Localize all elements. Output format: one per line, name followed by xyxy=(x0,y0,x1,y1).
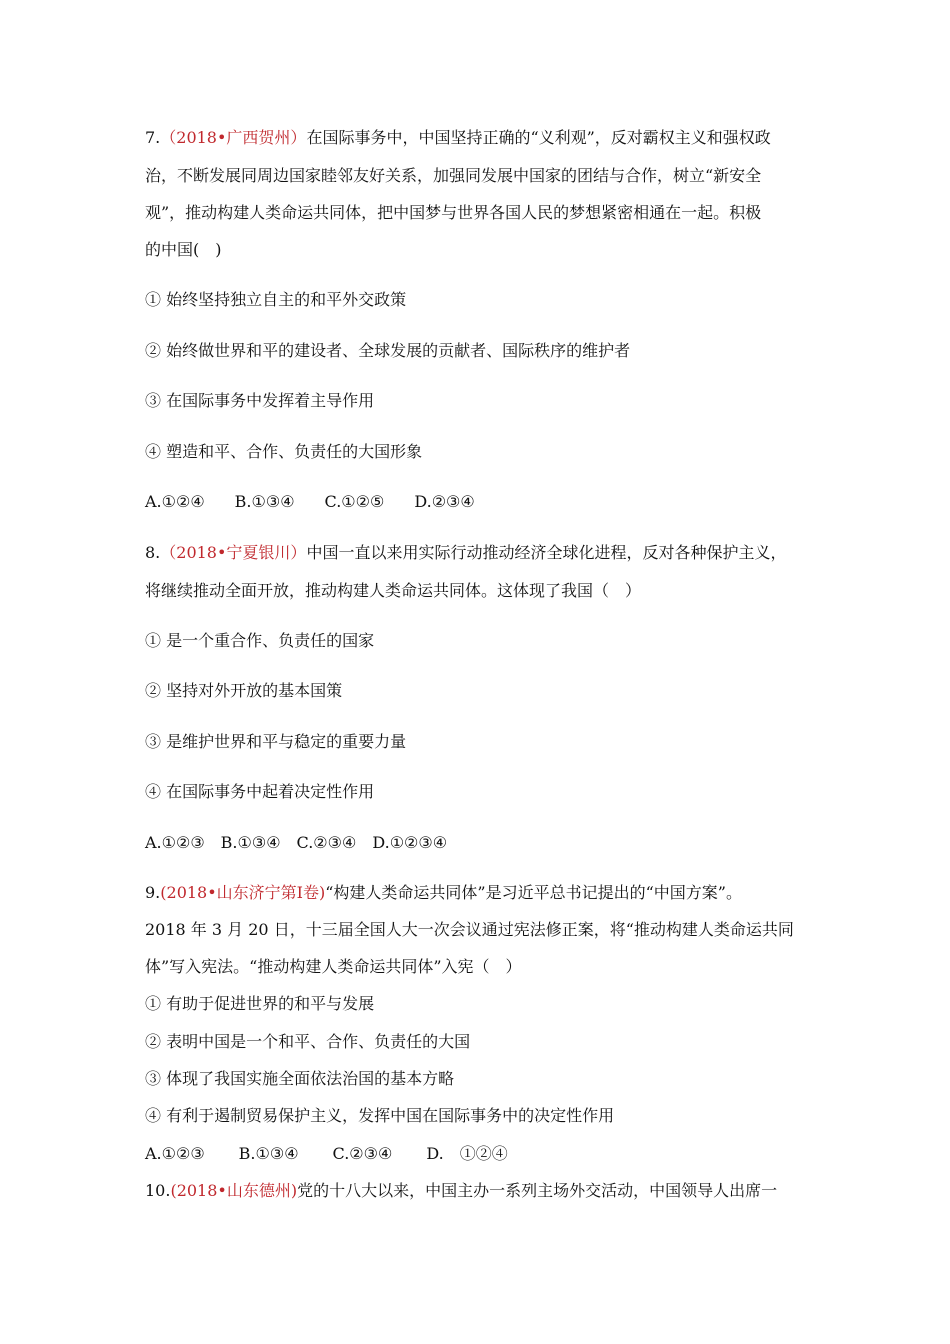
question-7-stem-line-3: 观”，推动构建人类命运共同体，把中国梦与世界各国人民的梦想紧密相通在一起。积极 xyxy=(145,203,762,222)
question-stem-text: 中国一直以来用实际行动推动经济全球化进程，反对各种保护主义， xyxy=(306,543,787,562)
question-stem-text: 在国际事务中，中国坚持正确的“义利观”，反对霸权主义和强权政 xyxy=(306,128,771,147)
option-c: C.①②⑤ xyxy=(324,492,385,511)
question-9-options xyxy=(145,1143,508,1165)
option-d: D.②③④ xyxy=(414,492,475,511)
question-8-statement-1: ① 是一个重合作、负责任的国家 xyxy=(145,631,375,650)
question-source: (2018•山东济宁第Ⅰ卷) xyxy=(160,883,326,902)
question-9-statement-4: ④ 有利于遏制贸易保护主义，发挥中国在国际事务中的决定性作用 xyxy=(145,1106,615,1125)
option-c: C.②③④ xyxy=(296,833,357,852)
question-7-stem-line-1 xyxy=(145,127,771,149)
question-source: （2018•宁夏银川） xyxy=(160,543,307,562)
question-source: (2018•山东德州) xyxy=(170,1181,298,1200)
option-d: D. ①②④ xyxy=(426,1144,508,1163)
question-stem-text: “构建人类命运共同体”是习近平总书记提出的“中国方案”。 xyxy=(325,883,742,902)
option-b: B.①③④ xyxy=(234,492,295,511)
question-7-stem-line-2: 治，不断发展同周边国家睦邻友好关系，加强同发展中国家的团结与合作，树立“新安全 xyxy=(145,166,762,185)
question-8-statement-4: ④ 在国际事务中起着决定性作用 xyxy=(145,782,375,801)
question-10-stem-line-1 xyxy=(145,1180,777,1202)
question-9-stem-line-2: 2018 年 3 月 20 日，十三届全国人大一次会议通过宪法修正案，将“推动构建人类命运共同 xyxy=(145,920,794,939)
question-source: （2018•广西贺州） xyxy=(160,128,307,147)
option-b: B.①③④ xyxy=(220,833,281,852)
option-c: C.②③④ xyxy=(332,1144,393,1163)
question-7-options xyxy=(145,491,475,513)
question-7-statement-1: ① 始终坚持独立自主的和平外交政策 xyxy=(145,290,407,309)
question-9-statement-3: ③ 体现了我国实施全面依法治国的基本方略 xyxy=(145,1069,455,1088)
question-8-stem-line-1 xyxy=(145,542,786,564)
question-8-options xyxy=(145,832,447,854)
question-7-statement-3: ③ 在国际事务中发挥着主导作用 xyxy=(145,391,375,410)
question-stem-text: 党的十八大以来，中国主办一系列主场外交活动，中国领导人出席一 xyxy=(297,1181,778,1200)
question-9-stem-line-1 xyxy=(145,882,742,904)
question-7-stem-line-4: 的中国( ) xyxy=(145,240,222,259)
question-9-stem-line-3: 体”写入宪法。“推动构建人类命运共同体”入宪（ ） xyxy=(145,957,522,976)
question-9-statement-1: ① 有助于促进世界的和平与发展 xyxy=(145,994,375,1013)
question-8-stem-line-2: 将继续推动全面开放，推动构建人类命运共同体。这体现了我国（ ） xyxy=(145,581,642,600)
question-8-statement-3: ③ 是维护世界和平与稳定的重要力量 xyxy=(145,732,407,751)
option-d: D.①②③④ xyxy=(372,833,448,852)
option-a: A.①②④ xyxy=(145,492,205,511)
question-7-statement-4: ④ 塑造和平、合作、负责任的大国形象 xyxy=(145,442,423,461)
question-9-statement-2: ② 表明中国是一个和平、合作、负责任的大国 xyxy=(145,1032,471,1051)
option-b: B.①③④ xyxy=(238,1144,299,1163)
option-a: A.①②③ xyxy=(145,1144,205,1163)
option-a: A.①②③ xyxy=(145,833,205,852)
question-number: 9. xyxy=(145,883,161,902)
question-number: 8. xyxy=(145,543,161,562)
question-number: 10. xyxy=(145,1181,171,1200)
question-8-statement-2: ② 坚持对外开放的基本国策 xyxy=(145,681,343,700)
question-number: 7. xyxy=(145,128,161,147)
question-7-statement-2: ② 始终做世界和平的建设者、全球发展的贡献者、国际秩序的维护者 xyxy=(145,341,631,360)
